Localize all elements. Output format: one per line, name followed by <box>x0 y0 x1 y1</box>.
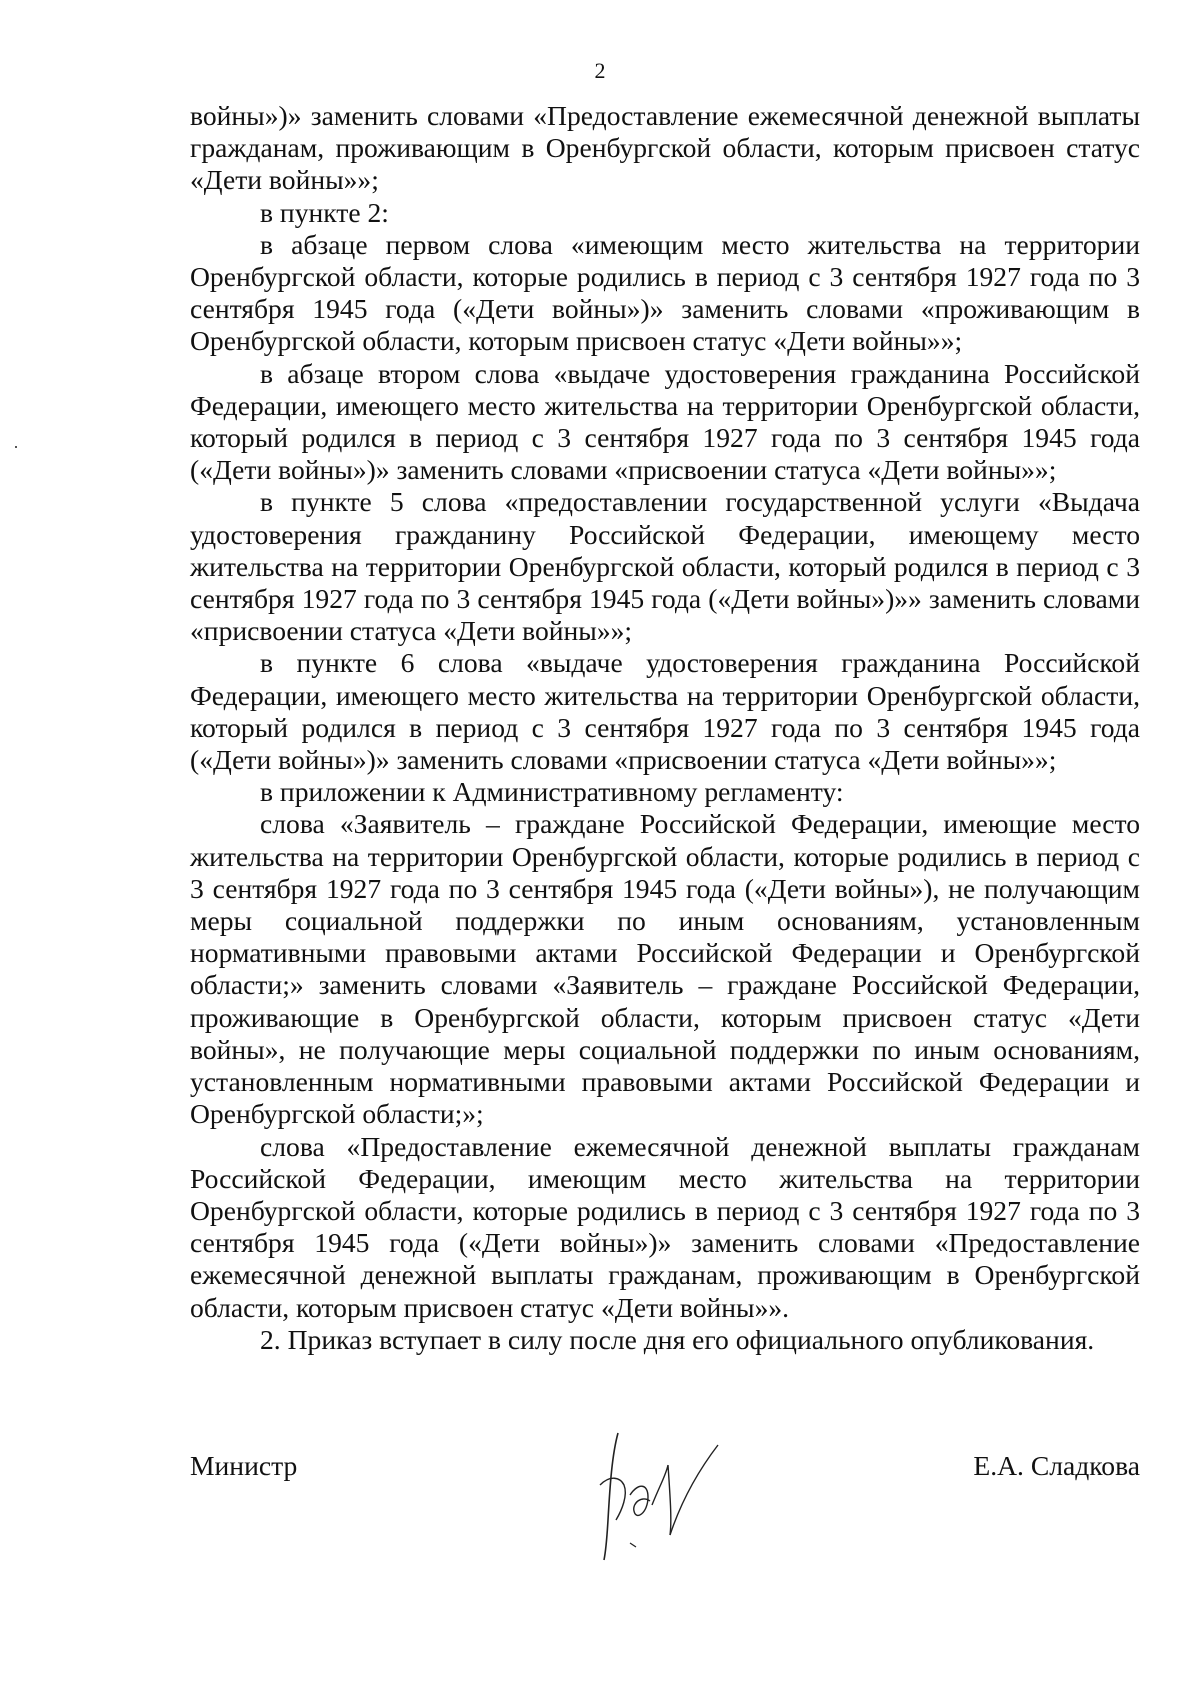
scan-speck <box>15 446 17 448</box>
paragraph: войны»)» заменить словами «Предоставление ежемесячной денежной выплаты гражданам, проживающим в Оренбургской области, которым присвоен статус «Дети войны»»; <box>190 100 1140 196</box>
paragraph: в абзаце втором слова «выдаче удостоверения гражданина Российской Федерации, имеющего место жительства на территории Оренбургской области, который родился в период с 3 сентября 1927 года по 3 сентября 1945 года («Дети войны»)» заменить словами «присвоении статуса «Дети войны»»; <box>190 357 1140 486</box>
paragraph: в абзаце первом слова «имеющим место жительства на территории Оренбургской области, которые родились в период с 3 сентября 1927 года по 3 сентября 1945 года («Дети войны»)» заменить словами «проживающим в Оренбургской области, которым присвоен статус «Дети войны»»; <box>190 228 1140 357</box>
page-number: 2 <box>594 58 606 83</box>
handwritten-signature <box>590 1425 730 1565</box>
paragraph: слова «Предоставление ежемесячной денежной выплаты гражданам Российской Федерации, имеющим место жительства на территории Оренбургской области, которые родились в период с 3 сентября 1927 года по 3 сентября 1945 года («Дети войны»)» заменить словами «Предоставление ежемесячной денежной выплаты гражданам, проживающим в Оренбургской области, которым присвоен статус «Дети войны»». <box>190 1130 1140 1323</box>
signer-role: Министр <box>190 1450 298 1481</box>
document-body <box>190 100 1140 1356</box>
paragraph: в пункте 2: <box>260 196 389 228</box>
paragraph: в пункте 5 слова «предоставлении государственной услуги «Выдача удостоверения гражданину Российской Федерации, имеющему место жительства на территории Оренбургской области, который родился в период с 3 сентября 1927 года по 3 сентября 1945 года («Дети войны»)»» заменить словами «присвоении статуса «Дети войны»»; <box>190 486 1140 647</box>
paragraph: 2. Приказ вступает в силу после дня его официального опубликования. <box>260 1323 1095 1355</box>
signer-name: Е.А. Сладкова <box>973 1450 1140 1481</box>
paragraph: в приложении к Административному регламенту: <box>260 776 844 808</box>
signature-block <box>190 1425 1140 1565</box>
paragraph: в пункте 6 слова «выдаче удостоверения гражданина Российской Федерации, имеющего место жительства на территории Оренбургской области, который родился в период с 3 сентября 1927 года по 3 сентября 1945 года («Дети войны»)» заменить словами «присвоении статуса «Дети войны»»; <box>190 647 1140 776</box>
paragraph: слова «Заявитель – граждане Российской Федерации, имеющие место жительства на территории Оренбургской области, которые родились в период с 3 сентября 1927 года по 3 сентября 1945 года («Дети войны»), не получающим меры социальной поддержки по иным основаниям, установленным нормативными правовыми актами Российской Федерации и Оренбургской области;» заменить словами «Заявитель – граждане Российской Федерации, проживающие в Оренбургской области, которым присвоен статус «Дети войны», не получающие меры социальной поддержки по иным основаниям, установленным нормативными правовыми актами Российской Федерации и Оренбургской области;»; <box>190 808 1140 1130</box>
